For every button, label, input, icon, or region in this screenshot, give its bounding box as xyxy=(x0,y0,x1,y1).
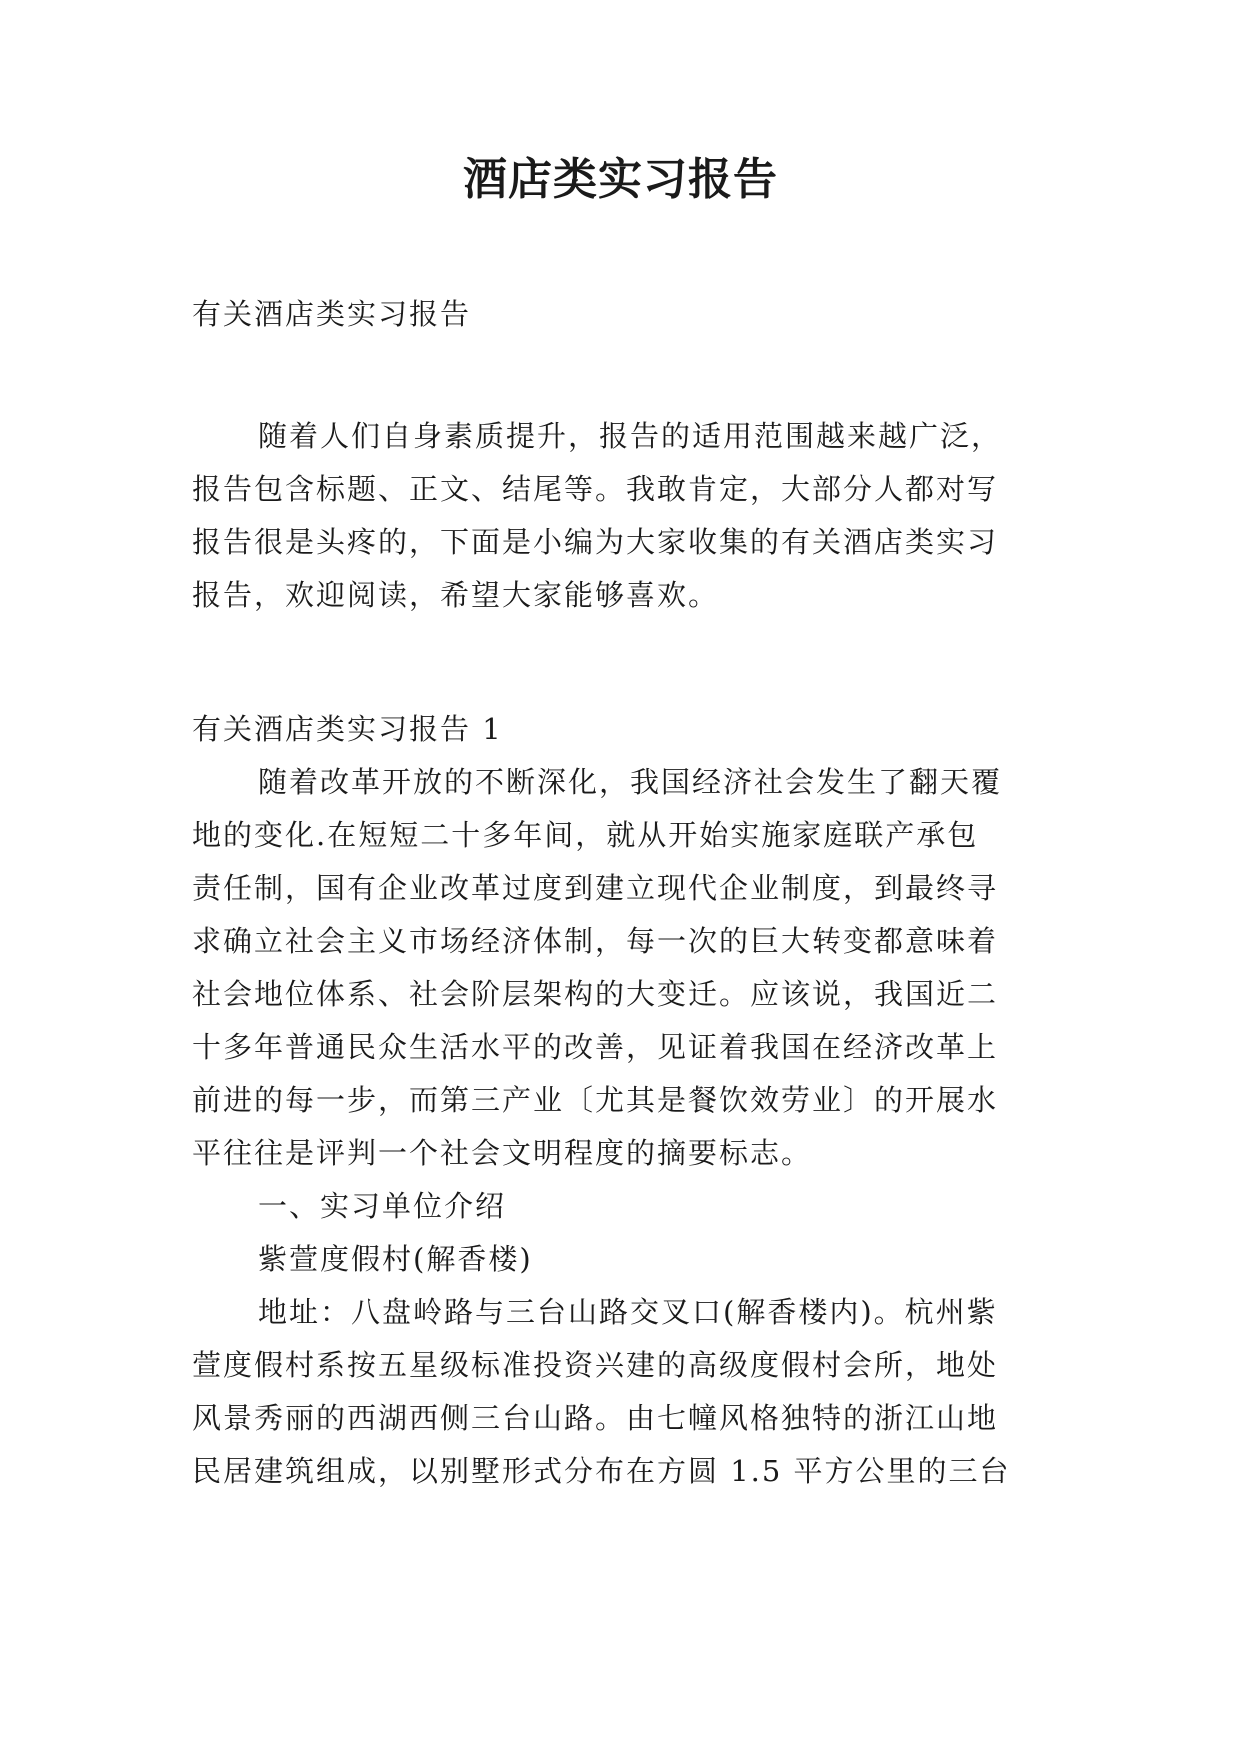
subsection-heading: 一、实习单位介绍 xyxy=(258,1189,507,1223)
body-line: 萱度假村系按五星级标准投资兴建的高级度假村会所，地处 xyxy=(192,1348,999,1382)
body-line: 民居建筑组成，以别墅形式分布在方圆 1.5 平方公里的三台 xyxy=(192,1454,1011,1488)
intro-line: 报告很是头疼的，下面是小编为大家收集的有关酒店类实习 xyxy=(192,525,999,559)
body-line: 十多年普通民众生活水平的改善，见证着我国在经济改革上 xyxy=(192,1030,999,1064)
body-line: 地的变化.在短短二十多年间，就从开始实施家庭联产承包 xyxy=(192,818,979,852)
body-line: 社会地位体系、社会阶层架构的大变迁。应该说，我国近二 xyxy=(192,977,999,1011)
venue-name: 紫萱度假村(解香楼) xyxy=(258,1242,533,1276)
body-line: 平往往是评判一个社会文明程度的摘要标志。 xyxy=(192,1136,813,1170)
intro-line: 报告，欢迎阅读，希望大家能够喜欢。 xyxy=(192,578,720,612)
body-line: 责任制，国有企业改革过度到建立现代企业制度，到最终寻 xyxy=(192,871,999,905)
document-title: 酒店类实习报告 xyxy=(463,154,778,205)
body-line: 地址：八盘岭路与三台山路交叉口(解香楼内)。杭州紫 xyxy=(258,1295,998,1329)
intro-paragraph xyxy=(192,410,1062,622)
body-line: 风景秀丽的西湖西侧三台山路。由七幢风格独特的浙江山地 xyxy=(192,1401,999,1435)
document-subtitle: 有关酒店类实习报告 xyxy=(192,297,472,331)
intro-line: 随着人们自身素质提升，报告的适用范围越来越广泛， xyxy=(258,419,1003,453)
section-heading: 有关酒店类实习报告 1 xyxy=(192,712,503,746)
body-line: 随着改革开放的不断深化，我国经济社会发生了翻天覆 xyxy=(258,765,1003,799)
intro-line: 报告包含标题、正文、结尾等。我敢肯定，大部分人都对写 xyxy=(192,472,999,506)
body-line: 求确立社会主义市场经济体制，每一次的巨大转变都意味着 xyxy=(192,924,999,958)
body-line: 前进的每一步，而第三产业〔尤其是餐饮效劳业〕的开展水 xyxy=(192,1083,999,1117)
report-section-1 xyxy=(192,703,1062,1498)
